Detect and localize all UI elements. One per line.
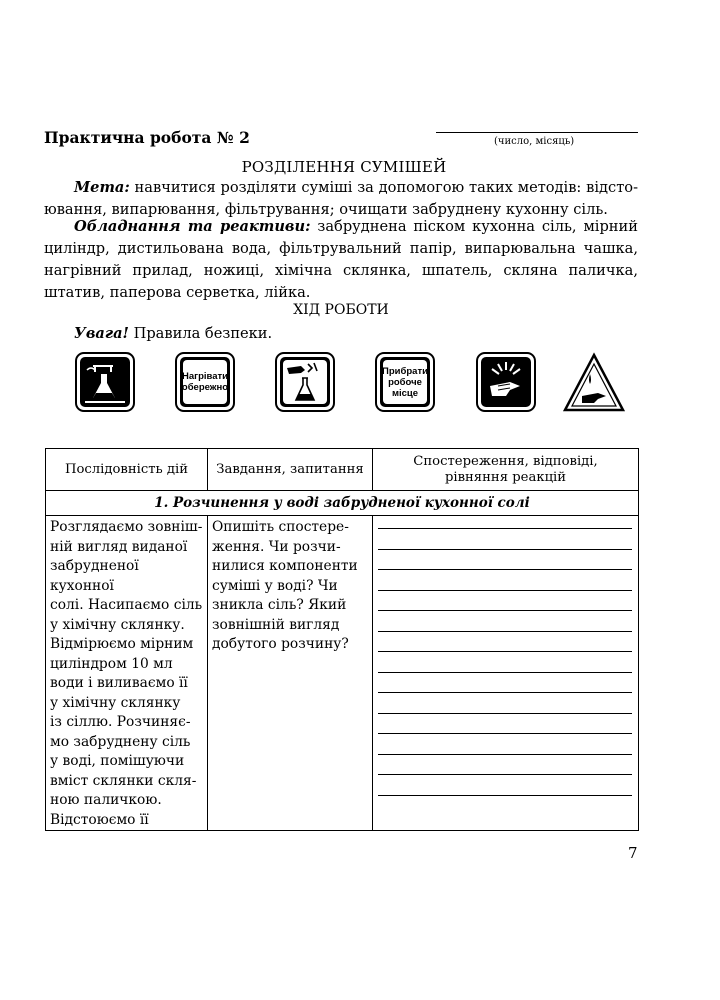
col-header-tasks: Завдання, запитання xyxy=(208,449,373,491)
warning-text: Правила безпеки. xyxy=(128,325,273,342)
section-title: 1. Розчинення у воді забрудненої кухонної солі xyxy=(46,491,639,516)
answer-line[interactable] xyxy=(378,631,632,632)
equipment-label: Обладнання та реактиви: xyxy=(74,218,311,235)
answer-cell[interactable] xyxy=(373,516,639,831)
work-table xyxy=(45,448,639,831)
equipment-paragraph xyxy=(44,216,638,304)
work-title: Практична робота № 2 xyxy=(44,128,250,147)
hazard-triangle-icon xyxy=(562,352,626,416)
equipment-text: забруднена піском кухонна сіль, мірний циліндр, дистильована вода, фільтрувальний папір, випарювальна чашка, нагрівний прилад, ножиці, хімічна склянка, шпатель, скляна паличка, штатив, паперова серветка, лійка. xyxy=(44,218,638,301)
warning-line xyxy=(74,325,272,342)
heat-carefully-sign xyxy=(175,352,235,412)
answer-line[interactable] xyxy=(378,549,632,550)
table-row xyxy=(46,516,639,831)
heat-carefully-text: Нагрівати обережно xyxy=(181,371,229,393)
answer-line[interactable] xyxy=(378,774,632,775)
goal-text: навчитися розділяти суміші за допомогою таких методів: відстоювання, випарювання, фільтрування; очищати забруднену кухонну сіль. xyxy=(44,179,638,218)
hand-splash-icon xyxy=(476,352,536,412)
answer-line[interactable] xyxy=(378,569,632,570)
warning-label: Увага! xyxy=(74,325,129,342)
clean-workplace-sign xyxy=(375,352,435,412)
answer-line[interactable] xyxy=(378,590,632,591)
hand-flask-icon xyxy=(275,352,335,412)
task-cell: Опишіть спостере- ження. Чи розчи- нилися компоненти суміші у воді? Чи зникла сіль? Який зовнішній вигляд добутого розчину? xyxy=(208,516,373,831)
answer-line[interactable] xyxy=(378,610,632,611)
safety-signs xyxy=(0,352,720,422)
answer-line[interactable] xyxy=(378,528,632,529)
clean-workplace-text: Прибрати робоче місце xyxy=(382,365,428,399)
answer-line[interactable] xyxy=(378,754,632,755)
answer-line[interactable] xyxy=(378,713,632,714)
main-title: РОЗДІЛЕННЯ СУМІШЕЙ xyxy=(241,158,447,176)
page-number: 7 xyxy=(628,844,638,862)
table-header-row xyxy=(46,449,639,491)
procedure-title: ХІД РОБОТИ xyxy=(293,302,389,318)
answer-line[interactable] xyxy=(378,672,632,673)
answer-line[interactable] xyxy=(378,651,632,652)
date-caption: (число, місяць) xyxy=(494,136,575,147)
answer-line[interactable] xyxy=(378,795,632,796)
section-row xyxy=(46,491,639,516)
header-row xyxy=(44,128,644,158)
answer-line[interactable] xyxy=(378,692,632,693)
date-line xyxy=(436,132,638,133)
steps-cell: Розглядаємо зовніш- ній вигляд виданої забрудненої кухонної солі. Насипаємо сіль у хімічну склянку. Відмірюємо мірним циліндром 10 мл води і виливаємо її у хімічну склянку із сіллю. Розчиняє- мо забруднену сіль у воді, помішуючи вміст склянки скля- ною паличкою. Відстоюємо її xyxy=(46,516,208,831)
goal-label: Мета: xyxy=(74,179,130,196)
col-header-steps: Послідовність дій xyxy=(46,449,208,491)
goal-paragraph xyxy=(44,177,638,221)
flask-heating-icon xyxy=(75,352,135,412)
col-header-observations: Спостереження, відповіді, рівняння реакцій xyxy=(373,449,639,491)
answer-lines[interactable] xyxy=(373,516,638,822)
answer-line[interactable] xyxy=(378,733,632,734)
